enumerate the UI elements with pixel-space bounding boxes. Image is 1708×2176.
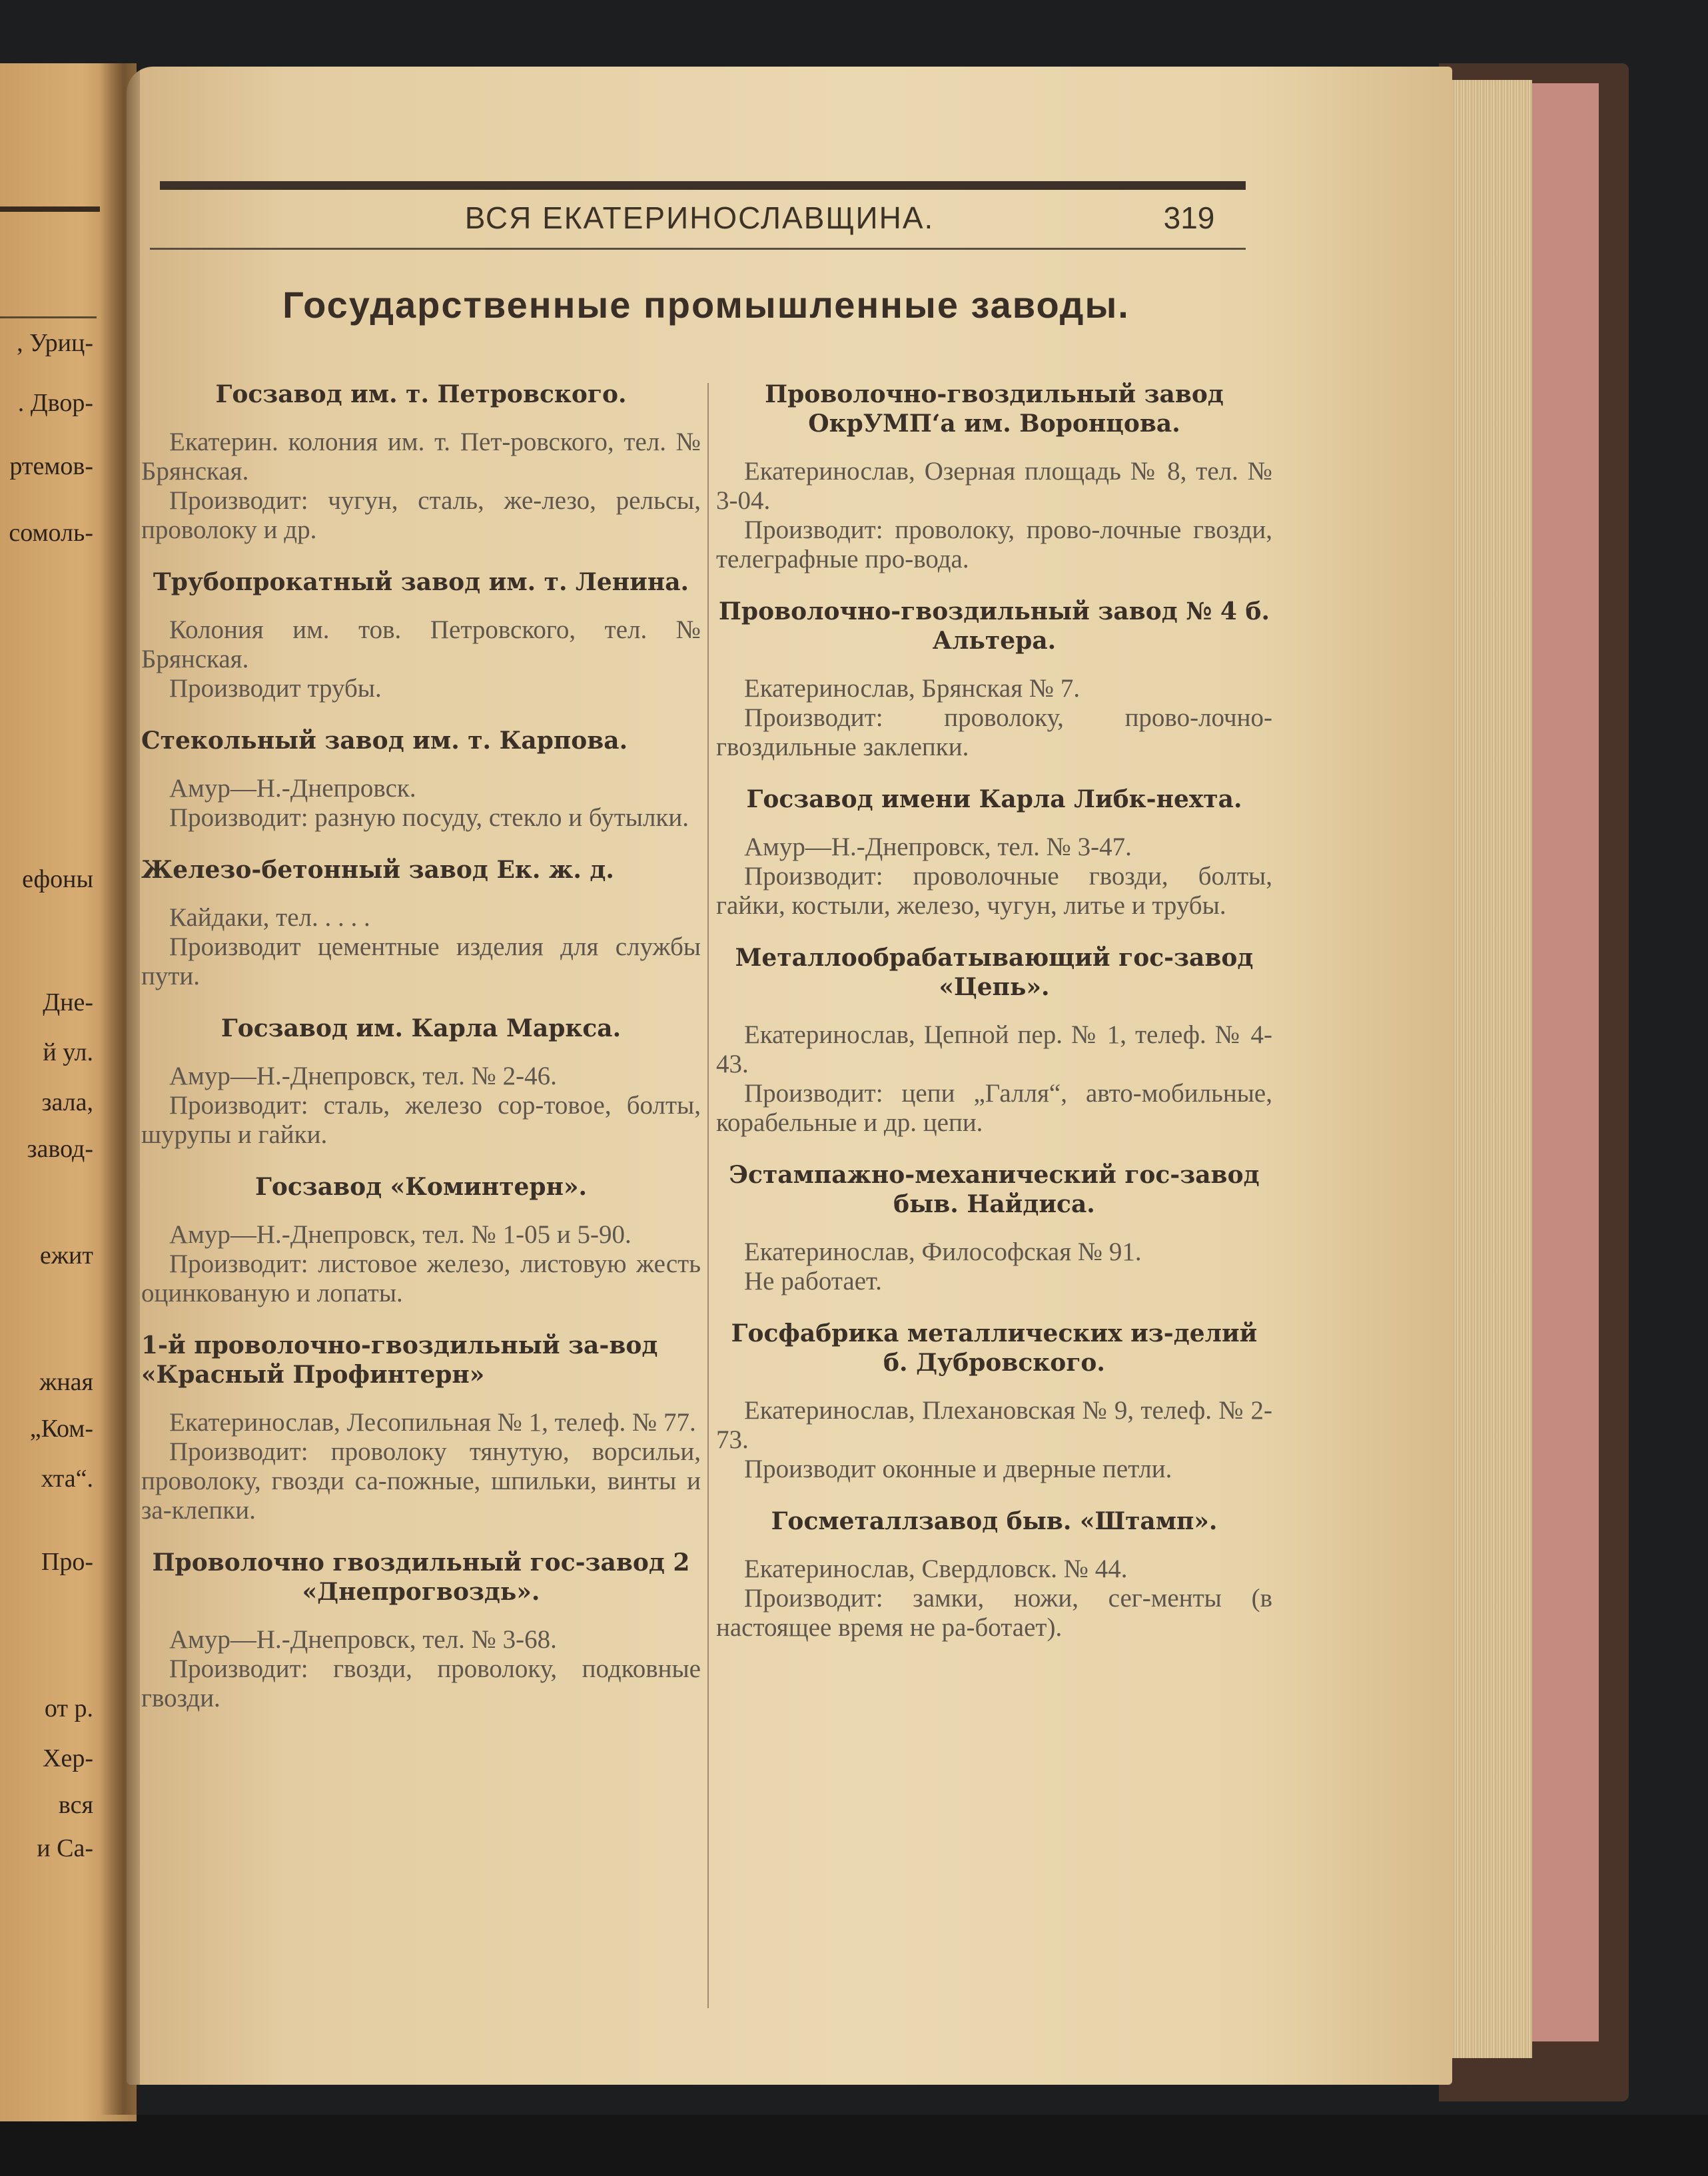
factory-entry [141,380,701,545]
factory-address: Екатеринослав, Цепной пер. № 1, телеф. № 4-43. [716,1020,1272,1078]
factory-title: Проволочно-гвоздильный завод ОкрУМП‘а им. Воронцова. [765,380,1224,438]
factory-products: Производит: разную посуду, стекло и бутылки. [169,803,689,832]
factory-entry [141,567,701,703]
factory-products: Производит: сталь, железо сор-товое, болты, шурупы и гайки. [141,1091,701,1149]
factory-address: Амур—Н.-Днепровск, тел. № 3-68. [169,1625,557,1654]
left-page-fragment: й ул. [43,1038,93,1066]
factory-body [716,674,1272,762]
running-head: ВСЯ ЕКАТЕРИНОСЛАВЩИНА. [464,200,935,235]
left-page-fragment: „Ком- [29,1415,93,1443]
factory-title: Госметаллзавод быв. «Штамп». [771,1507,1218,1535]
factory-body [716,1238,1272,1296]
header-rule-thick [160,181,1246,190]
factory-products: Производит трубы. [169,674,382,703]
factory-body [716,1396,1272,1484]
factory-products: Производит: цепи „Галля“, авто-мобильные, корабельные и др. цепи. [716,1079,1272,1137]
factory-address: Екатеринослав, Лесопильная № 1, телеф. № 77. [169,1408,696,1437]
factory-address: Амур—Н.-Днепровск, тел. № 2-46. [169,1062,557,1090]
factory-address: Екатерин. колония им. т. Пет-ровского, тел. № Брянская. [141,428,701,486]
factory-title: Госзавод им. т. Петровского. [215,380,627,408]
factory-entry [141,726,701,833]
factory-products: Производит: чугун, сталь, же-лезо, рельсы, проволоку и др. [141,486,701,544]
factory-address: Екатеринослав, Брянская № 7. [744,674,1080,703]
factory-body [141,903,701,991]
section-title: Государственные промышленные заводы. [282,284,1130,326]
left-page-fragment: ртемов- [9,452,93,480]
left-page-fragment: вся [58,1791,93,1819]
factory-entry [141,1548,701,1713]
factory-entry [141,1014,701,1150]
factory-address: Амур—Н.-Днепровск. [169,774,416,803]
page-number: 319 [1163,200,1215,235]
factory-body [716,833,1272,920]
factory-entry [716,597,1272,762]
factory-address: Екатеринослав, Философская № 91. [744,1238,1142,1266]
factory-title: Госфабрика металлических из-делий б. Дубровского. [731,1319,1258,1377]
factory-entry [141,1331,701,1525]
left-page-fragment: хта“. [41,1465,93,1493]
factory-products: Производит цементные изделия для службы пути. [141,932,701,990]
factory-body [141,1625,701,1713]
left-page-fragment: сомоль- [9,519,93,547]
factory-body [716,457,1272,574]
left-page-fragment: , Уриц- [17,329,93,357]
factory-address: Екатеринослав, Свердловск. № 44. [744,1555,1128,1583]
left-page-fragment: ежит [39,1242,93,1269]
left-page-fragment: ефоны [22,865,93,893]
header-rule-thin [150,248,1246,250]
left-page-fragment: Дне- [43,988,93,1016]
factory-title: Трубопрокатный завод им. т. Ленина. [153,568,689,596]
factory-title: Проволочно-гвоздильный завод № 4 б. Альтера. [718,597,1270,655]
factory-body [141,1220,701,1308]
backdrop [0,2115,1708,2176]
factory-products: Производит оконные и дверные петли. [744,1455,1172,1483]
factory-title: Железо-бетонный завод Ек. ж. д. [141,856,614,884]
factory-address: Амур—Н.-Днепровск, тел. № 3-47. [744,833,1132,861]
page-stack-edge [1439,80,1532,2058]
book-endpaper-edge [1525,83,1599,2041]
right-column [716,380,1272,1665]
factory-title: 1-й проволочно-гвоздильный за-вод «Красный Профинтерн» [141,1331,658,1389]
left-page-fragment: . Двор- [17,389,93,417]
factory-title: Проволочно гвоздильный гос-завод 2 «Днепрогвоздь». [152,1549,690,1606]
left-page-fragment: Про- [41,1548,93,1576]
factory-products: Производит: проволочные гвозди, болты, гайки, костыли, железо, чугун, литье и трубы. [716,862,1272,920]
left-page-fragment: и Са- [37,1834,93,1862]
factory-entry [716,785,1272,920]
factory-products: Производит: проволоку, прово-лочные гвозди, телеграфные про-вода. [716,516,1272,573]
left-column [141,380,701,1736]
factory-entry [716,380,1272,574]
factory-products: Производит: проволоку тянутую, ворсильи, проволоку, гвозди са-пожные, шпильки, винты и за-клепки. [141,1437,701,1525]
factory-body [716,1020,1272,1138]
left-page-rule [0,206,100,212]
factory-body [141,1062,701,1150]
factory-title: Стекольный завод им. т. Карпова. [141,727,628,755]
factory-entry [716,1507,1272,1642]
factory-address: Кайдаки, тел. . . . . [169,903,370,932]
factory-body [141,774,701,833]
factory-address: Амур—Н.-Днепровск, тел. № 1-05 и 5-90. [169,1220,632,1249]
factory-entry [716,943,1272,1138]
left-page-rule-thin [0,316,97,318]
factory-entry [716,1319,1272,1484]
factory-body [141,1408,701,1525]
left-page-fragment: завод- [27,1135,93,1163]
factory-address: Екатеринослав, Озерная площадь № 8, тел. № 3-04. [716,457,1272,515]
factory-title: Госзавод «Коминтерн». [255,1173,587,1201]
factory-products: Производит: листовое железо, листовую жесть оцинкованую и лопаты. [141,1250,701,1307]
factory-title: Госзавод им. Карла Маркса. [220,1014,622,1042]
factory-body [141,615,701,703]
factory-products: Производит: замки, ножи, сег-менты (в настоящее время не ра-ботает). [716,1584,1272,1642]
factory-entry [141,1172,701,1308]
factory-title: Металлообрабатывающий гос-завод «Цепь». [735,944,1254,1001]
factory-address: Колония им. тов. Петровского, тел. № Брянская. [141,615,701,673]
factory-body [716,1555,1272,1642]
left-page-fragment: Хер- [43,1744,93,1772]
left-page-fragment: жная [39,1368,93,1396]
factory-entry [141,855,701,991]
left-page-fragment: от р. [44,1694,93,1722]
factory-products: Производит: проволоку, прово-лочно-гвоздильные заклепки. [716,703,1272,761]
factory-status: Не работает. [744,1267,882,1295]
factory-body [141,428,701,545]
factory-address: Екатеринослав, Плехановская № 9, телеф. № 2-73. [716,1396,1272,1454]
left-page-fragment: зала, [41,1088,93,1116]
factory-title: Эстампажно-механический гос-завод быв. Найдиса. [729,1161,1260,1218]
book-gutter-shadow [100,63,140,2115]
column-divider [707,383,709,2008]
factory-entry [716,1160,1272,1296]
factory-title: Госзавод имени Карла Либк-нехта. [746,785,1242,813]
factory-products: Производит: гвозди, проволоку, подковные гвозди. [141,1654,701,1712]
